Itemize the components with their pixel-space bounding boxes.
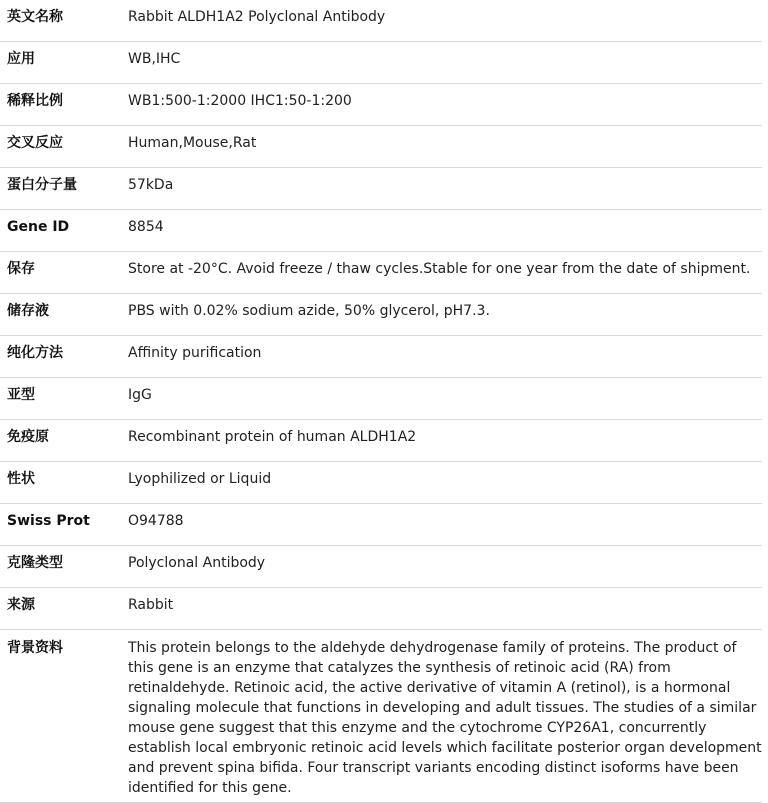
spec-value: WB1:500-1:2000 IHC1:50-1:200	[120, 84, 762, 126]
spec-row-molecular-weight	[0, 168, 762, 210]
spec-row-form	[0, 462, 762, 504]
spec-label: Swiss Prot	[0, 504, 120, 546]
spec-label: 稀释比例	[0, 84, 120, 126]
spec-row-immunogen	[0, 420, 762, 462]
spec-row-cross-reactivity	[0, 126, 762, 168]
spec-value: Recombinant protein of human ALDH1A2	[120, 420, 762, 462]
spec-label: 蛋白分子量	[0, 168, 120, 210]
spec-value: WB,IHC	[120, 42, 762, 84]
spec-label: 保存	[0, 252, 120, 294]
spec-value: Lyophilized or Liquid	[120, 462, 762, 504]
spec-label: 亚型	[0, 378, 120, 420]
spec-label: 应用	[0, 42, 120, 84]
spec-value: IgG	[120, 378, 762, 420]
spec-value: Rabbit ALDH1A2 Polyclonal Antibody	[120, 0, 762, 42]
spec-label: 纯化方法	[0, 336, 120, 378]
spec-row-host	[0, 588, 762, 630]
spec-label: 储存液	[0, 294, 120, 336]
spec-row-isotype	[0, 378, 762, 420]
spec-row-dilution	[0, 84, 762, 126]
spec-row-gene-id	[0, 210, 762, 252]
spec-row-storage	[0, 252, 762, 294]
spec-value: Rabbit	[120, 588, 762, 630]
spec-row-background	[0, 630, 762, 803]
spec-value: PBS with 0.02% sodium azide, 50% glycerol, pH7.3.	[120, 294, 762, 336]
spec-value: O94788	[120, 504, 762, 546]
spec-label: 克隆类型	[0, 546, 120, 588]
spec-row-swiss-prot	[0, 504, 762, 546]
spec-value: Affinity purification	[120, 336, 762, 378]
spec-value: Human,Mouse,Rat	[120, 126, 762, 168]
spec-row-storage-buffer	[0, 294, 762, 336]
spec-row-application	[0, 42, 762, 84]
spec-label: Gene ID	[0, 210, 120, 252]
spec-label: 免疫原	[0, 420, 120, 462]
spec-value-background: This protein belongs to the aldehyde dehydrogenase family of proteins. The product of this gene is an enzyme that catalyzes the synthesis of retinoic acid (RA) from retinaldehyde. Retinoic acid, the active derivative of vitamin A (retinol), is a hormonal signaling molecule that functions in developing and adult tissues. The studies of a similar mouse gene suggest that this enzyme and the cytochrome CYP26A1, concurrently establish local embryonic retinoic acid levels which facilitate posterior organ development and prevent spina bifida. Four transcript variants encoding distinct isoforms have been identified for this gene.	[120, 630, 762, 803]
spec-value: 8854	[120, 210, 762, 252]
spec-value: 57kDa	[120, 168, 762, 210]
spec-row-english-name	[0, 0, 762, 42]
spec-row-clonality	[0, 546, 762, 588]
spec-label: 来源	[0, 588, 120, 630]
spec-label: 背景资料	[0, 630, 120, 803]
spec-row-purification	[0, 336, 762, 378]
spec-value: Store at -20°C. Avoid freeze / thaw cycles.Stable for one year from the date of shipment.	[120, 252, 762, 294]
spec-value: Polyclonal Antibody	[120, 546, 762, 588]
spec-label: 交叉反应	[0, 126, 120, 168]
spec-label: 性状	[0, 462, 120, 504]
spec-label: 英文名称	[0, 0, 120, 42]
